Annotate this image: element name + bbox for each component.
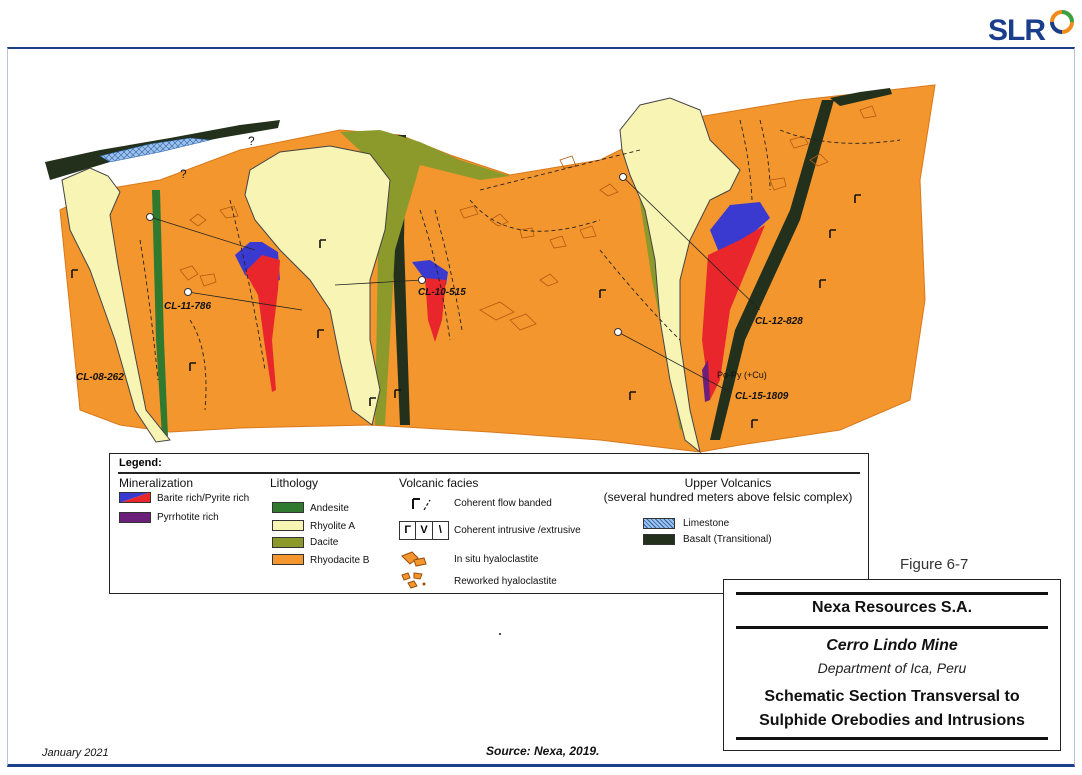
figure-title-line-1: Schematic Section Transversal to [764,688,1020,705]
reworked-hyaloclastite-symbol [400,571,430,589]
stray-dot [499,633,501,635]
legend-rule [118,472,860,474]
drillhole-label-cl-15-1809: CL-15-1809 [735,391,789,402]
company-name: Nexa Resources S.A. [811,599,973,616]
source-note: Source: Nexa, 2019. [486,744,600,758]
slr-logo [988,8,1078,48]
title-block [723,579,1061,751]
barite-pyrite-swatch [119,492,151,503]
title-block-rule [736,626,1048,629]
legend-item-pyrrhotite: Pyrrhotite rich [157,512,219,523]
legend-item-andesite: Andesite [310,503,349,514]
report-date: January 2021 [42,747,109,759]
legend-upper-volcanics-subheading: (several hundred meters above felsic complex) [603,490,853,504]
mineral-note: Po-Py (+Cu) [717,370,767,380]
drillhole-label-cl-11-786: CL-11-786 [164,301,212,312]
slr-logo-icon [1048,8,1076,36]
pyrrhotite-swatch [119,512,151,523]
limestone-swatch [643,518,675,529]
intrusive-symbol-3: \ [438,524,442,536]
basalt-swatch [643,534,675,545]
legend-heading-mineralization: Mineralization [119,476,194,490]
drillhole-label-cl-08-262: CL-08-262 [76,372,124,383]
dacite-swatch [272,537,304,548]
legend-item-basalt: Basalt (Transitional) [683,534,772,545]
mine-name: Cerro Lindo Mine [826,637,958,654]
legend-item-reworked-hyaloclastite: Reworked hyaloclastite [454,576,557,587]
andesite-swatch [272,502,304,513]
intrusive-symbol-1: Γ [400,522,416,539]
question-mark-1: ? [248,134,255,148]
in-situ-hyaloclastite-symbol [400,550,430,568]
legend-item-rhyolite-a: Rhyolite A [310,521,356,532]
geological-section [40,80,950,460]
legend-heading-upper-volcanics: Upper Volcanics [684,476,772,490]
figure-title [736,685,1048,733]
legend-item-in-situ-hyaloclastite: In situ hyaloclastite [454,554,539,565]
legend-item-dacite: Dacite [310,537,339,548]
rhyodacite-b-swatch [272,554,304,565]
logo-text: SLR [988,14,1045,47]
legend-item-flow-banded: Coherent flow banded [454,498,552,509]
mine-location: Department of Ica, Peru [817,660,967,676]
drillhole-label-cl-10-515: CL-10-515 [418,287,466,298]
legend-heading-lithology: Lithology [270,476,319,490]
drillhole-label-cl-12-828: CL-12-828 [755,316,803,327]
rhyolite-a-swatch [272,520,304,531]
flow-banded-symbol [410,496,434,512]
figure-number: Figure 6-7 [900,556,969,573]
intrusive-symbol-box [399,521,449,540]
intrusive-symbol-2: V [416,522,432,539]
title-block-inner [736,592,1048,740]
legend-item-barite-pyrite: Barite rich/Pyrite rich [157,493,250,504]
legend-title: Legend: [119,457,162,469]
figure-title-line-2: Sulphide Orebodies and Intrusions [759,712,1025,729]
legend-box [109,453,869,594]
legend-item-rhyodacite-b: Rhyodacite B [310,555,370,566]
legend-item-intrusive: Coherent intrusive /extrusive [454,525,581,536]
legend-heading-volcanic-facies: Volcanic facies [399,476,479,490]
legend-item-limestone: Limestone [683,518,730,529]
question-mark-2: ? [180,167,187,181]
